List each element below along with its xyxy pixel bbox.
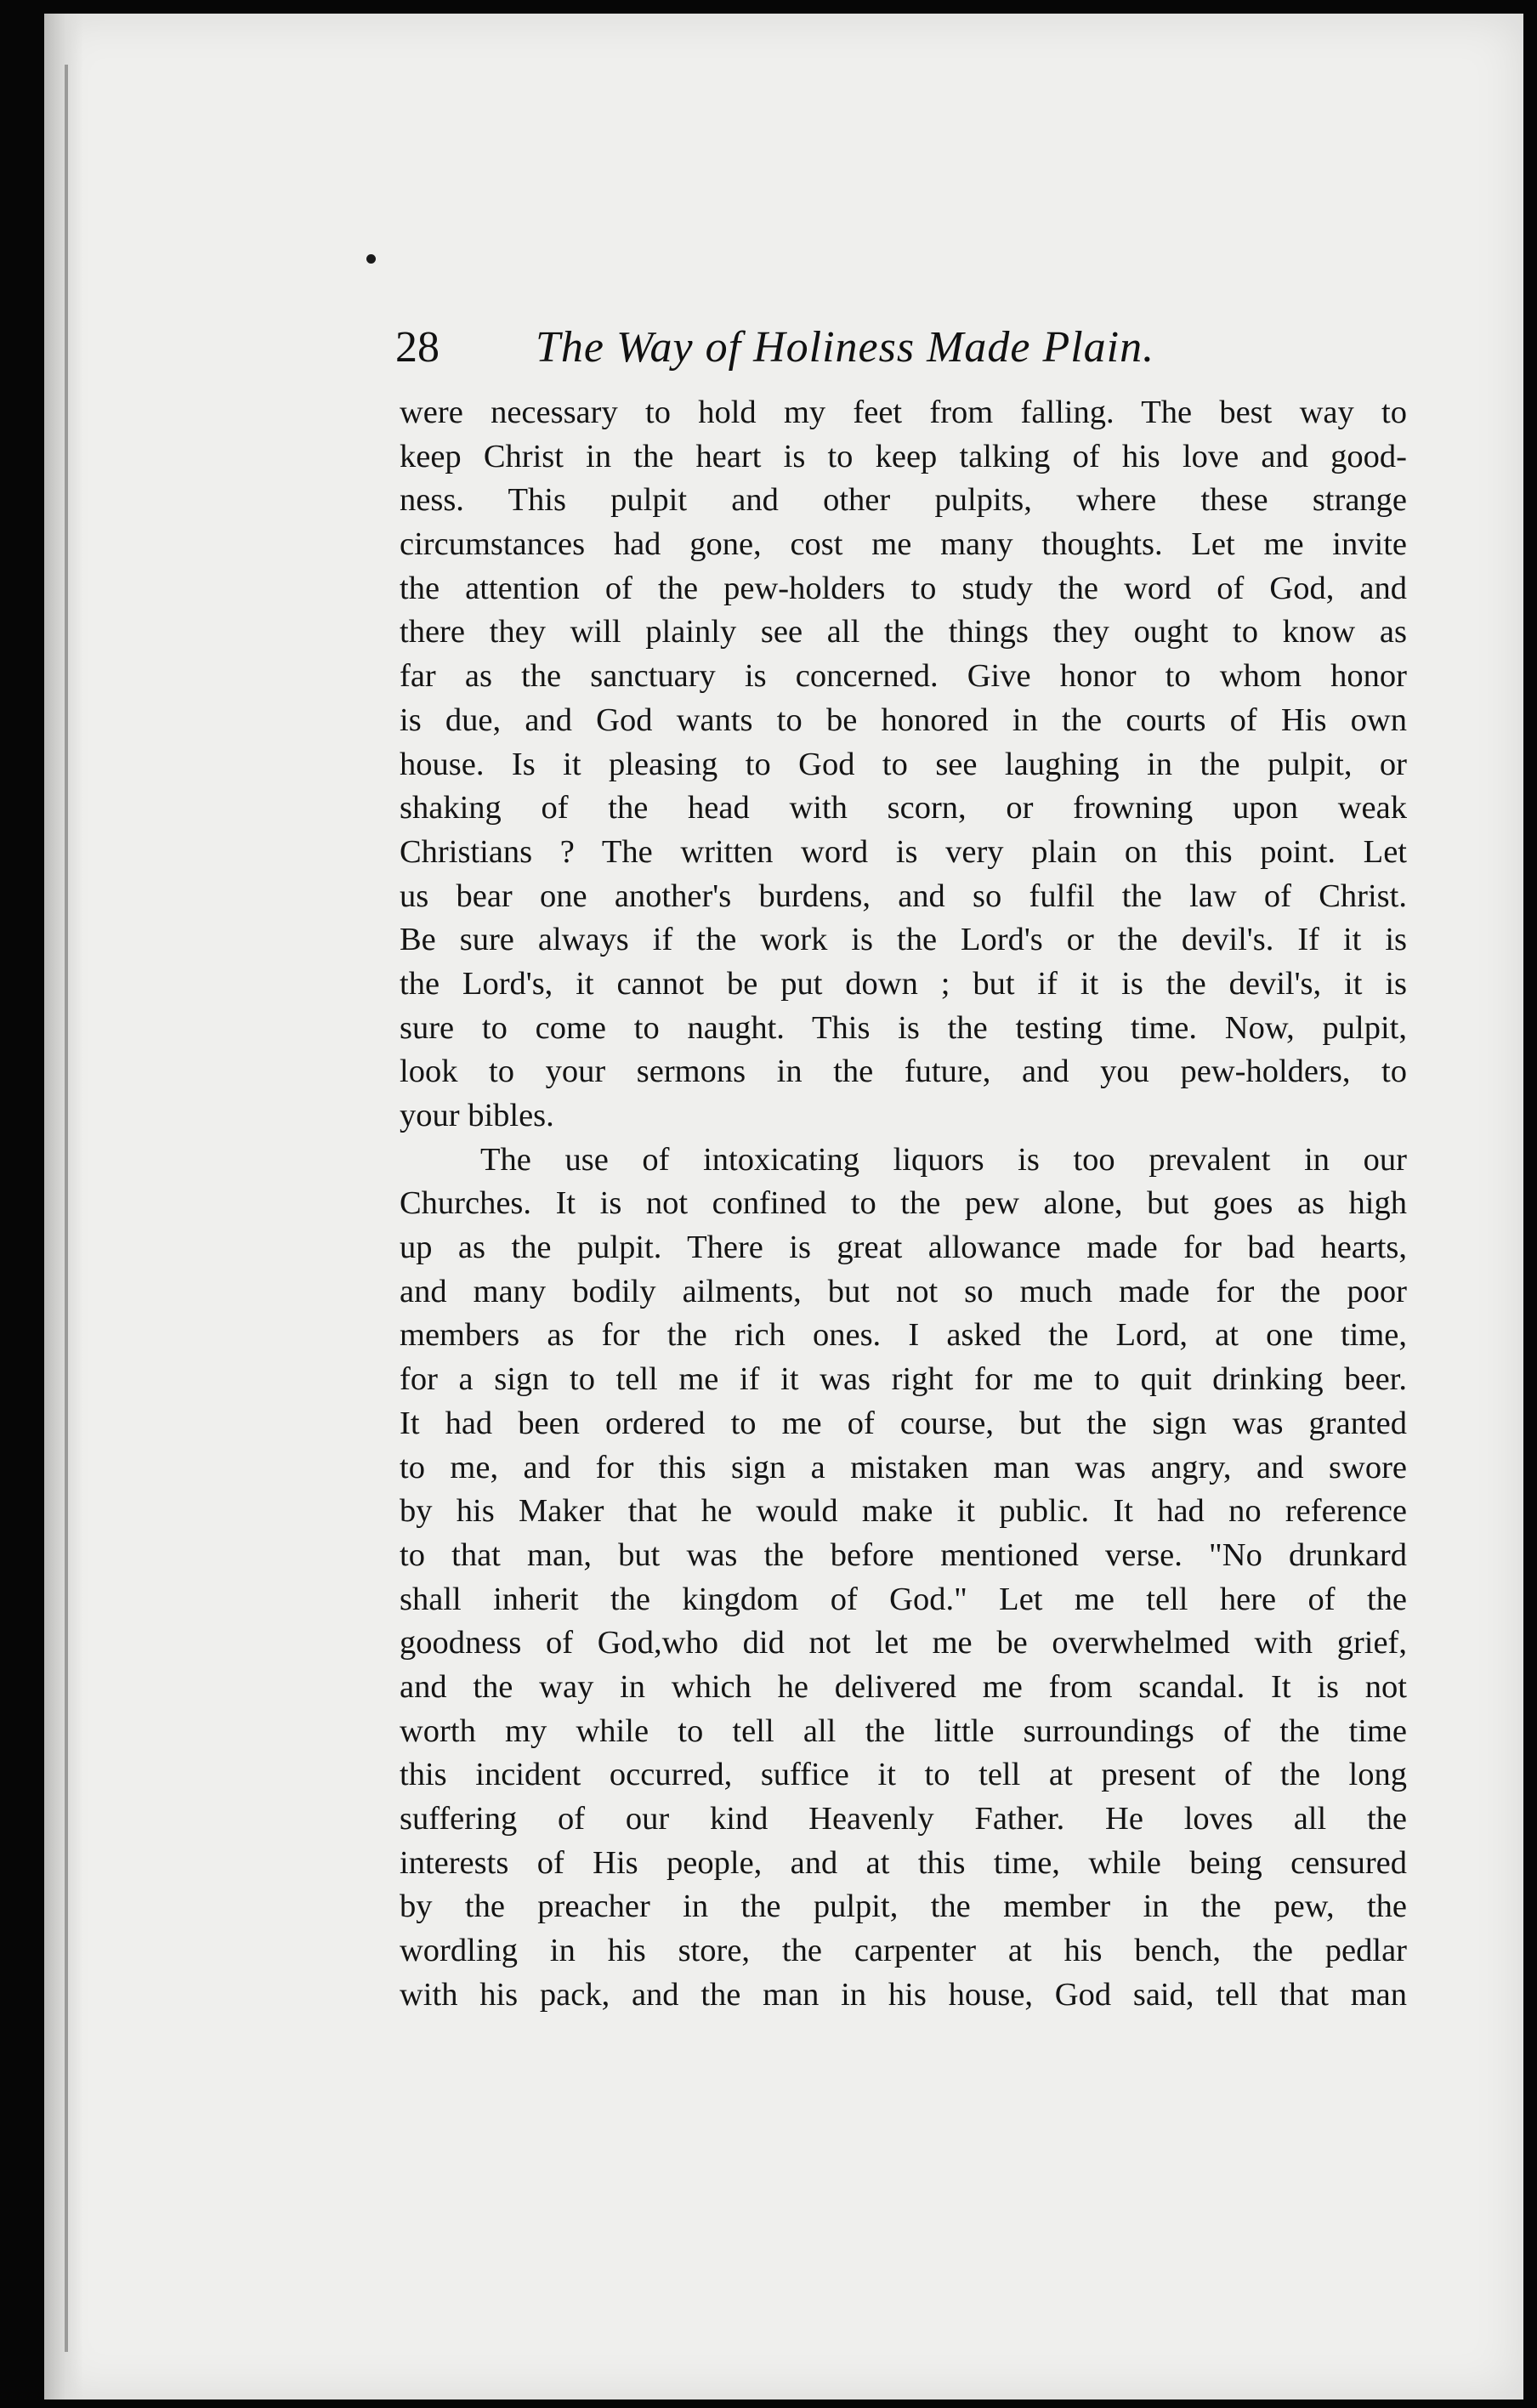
text-line: It had been ordered to me of course, but the sign was granted (400, 1405, 1407, 1441)
text-line: goodness of God,who did not let me be overwhelmed with grief, (400, 1625, 1407, 1661)
spine-shadow (44, 14, 83, 2399)
page-edge-rule (65, 65, 68, 2352)
text-line: suffering of our kind Heavenly Father. He loves all the (400, 1801, 1407, 1837)
page-header (349, 318, 1403, 378)
paragraph (400, 391, 1407, 1139)
text-line: members as for the rich ones. I asked the Lord, at one time, (400, 1317, 1407, 1354)
text-line: shaking of the head with scorn, or frowning upon weak (400, 790, 1407, 826)
text-line: wordling in his store, the carpenter at his bench, the pedlar (400, 1933, 1407, 1969)
text-line: to that man, but was the before mentioned verse. "No drunkard (400, 1536, 1407, 1573)
text-line: this incident occurred, suffice it to tell at present of the long (400, 1757, 1407, 1793)
text-line: up as the pulpit. There is great allowance made for bad hearts, (400, 1230, 1407, 1266)
body-text (400, 391, 1407, 2017)
text-line: circumstances had gone, cost me many thoughts. Let me invite (400, 526, 1407, 563)
text-line: ness. This pulpit and other pulpits, where these strange (400, 482, 1407, 519)
text-line: for a sign to tell me if it was right for me to quit drinking beer. (400, 1361, 1407, 1398)
text-line: to me, and for this sign a mistaken man was angry, and swore (400, 1449, 1407, 1485)
text-line: Be sure always if the work is the Lord's or the devil's. If it is (400, 922, 1407, 958)
text-line: sure to come to naught. This is the testing time. Now, pulpit, (400, 1009, 1407, 1046)
ink-speck (366, 254, 376, 264)
text-line: Churches. It is not confined to the pew alone, but goes as high (400, 1185, 1407, 1222)
text-line: house. Is it pleasing to God to see laughing in the pulpit, or (400, 746, 1407, 782)
text-line: the attention of the pew-holders to study the word of God, and (400, 570, 1407, 606)
text-line: shall inherit the kingdom of God." Let me tell here of the (400, 1581, 1407, 1617)
text-line: us bear one another's burdens, and so fulfil the law of Christ. (400, 877, 1407, 914)
text-line: by the preacher in the pulpit, the member in the pew, the (400, 1888, 1407, 1925)
text-line: there they will plainly see all the things they ought to know as (400, 614, 1407, 650)
text-line: the Lord's, it cannot be put down ; but if it is the devil's, it is (400, 965, 1407, 1002)
text-line: is due, and God wants to be honored in the courts of His own (400, 701, 1407, 738)
running-title: The Way of Holiness Made Plain. (536, 323, 1155, 372)
text-line: worth my while to tell all the little surroundings of the time (400, 1712, 1407, 1749)
text-line: far as the sanctuary is concerned. Give honor to whom honor (400, 658, 1407, 695)
text-line: were necessary to hold my feet from falling. The best way to (400, 395, 1407, 430)
text-line: interests of His people, and at this time, while being censured (400, 1844, 1407, 1881)
text-line: The use of intoxicating liquors is too prevalent in our (480, 1141, 1407, 1178)
text-line: and the way in which he delivered me from scandal. It is not (400, 1668, 1407, 1705)
paragraph (400, 1139, 1407, 2018)
page-number: 28 (395, 323, 440, 372)
text-line: your bibles. (400, 1098, 554, 1133)
text-line: by his Maker that he would make it public. It had no reference (400, 1493, 1407, 1530)
text-line: keep Christ in the heart is to keep talking of his love and good- (400, 438, 1407, 474)
text-line: with his pack, and the man in his house, God said, tell that man (400, 1976, 1407, 2013)
text-line: look to your sermons in the future, and you pew-holders, to (400, 1054, 1407, 1090)
text-line: and many bodily ailments, but not so much made for the poor (400, 1273, 1407, 1309)
text-line: Christians ? The written word is very plain on this point. Let (400, 833, 1407, 870)
